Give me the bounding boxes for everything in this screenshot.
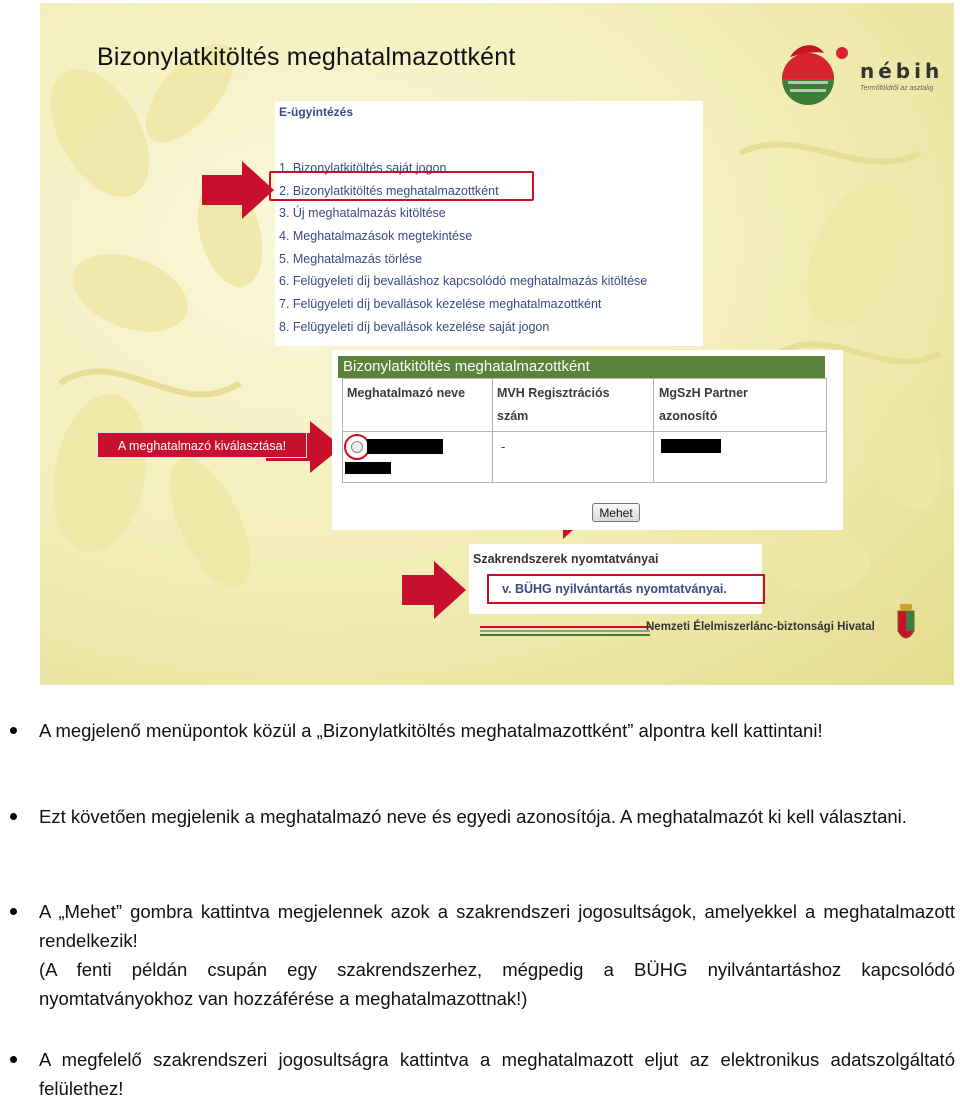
- redacted-name: [345, 462, 391, 474]
- nebih-emblem-icon: [768, 37, 858, 117]
- highlight-box: [487, 574, 765, 604]
- bullet-icon: [10, 813, 17, 820]
- menu-item-uj-meghatalmazas[interactable]: 3. Új meghatalmazás kitöltése: [279, 206, 446, 221]
- col-header-mvh: MVH Regisztrációs: [497, 386, 610, 400]
- bullet-icon: [10, 1056, 17, 1063]
- e-ugyintezes-heading: E-ügyintézés: [279, 105, 354, 119]
- redacted-name: [367, 439, 443, 454]
- footer-agency-name: Nemzeti Élelmiszerlánc-biztonsági Hivatal: [646, 621, 875, 633]
- table-divider: [343, 431, 826, 432]
- footer-lines-decoration: [480, 623, 670, 637]
- logo-tagline: Termőföldtől az asztalig: [860, 85, 934, 92]
- coat-of-arms-icon: [892, 601, 920, 649]
- szakrendszerek-panel: [469, 544, 762, 614]
- szakrendszerek-heading: Szakrendszerek nyomtatványai: [473, 552, 659, 566]
- instruction-item: Ezt követően megjelenik a meghatalmazó neve és egyedi azonosítója. A meghatalmazót ki kell választani.: [39, 806, 907, 827]
- slide: [40, 3, 954, 685]
- form-title: Bizonylatkitöltés meghatalmazottként: [338, 356, 825, 378]
- highlight-box: [269, 171, 534, 201]
- grantor-table: [342, 378, 827, 483]
- menu-item-felugyeleti-dij-sajat-jogon[interactable]: 8. Felügyeleti díj bevallások kezelése saját jogon: [279, 319, 550, 334]
- col-header-mvh-line2: szám: [497, 409, 529, 423]
- arrow-right-icon: [202, 161, 274, 219]
- callout-select-grantor: A meghatalmazó kiválasztása!: [97, 432, 307, 458]
- mvh-value: -: [501, 439, 506, 454]
- instruction-item: A megfelelő szakrendszeri jogosultságra kattintva a meghatalmazott eljut az elektronikus adatszolgáltató felülethez!: [39, 1049, 955, 1099]
- menu-item-meghatalmazottkent[interactable]: 2. Bizonylatkitöltés meghatalmazottként: [279, 183, 499, 198]
- instruction-note: (A fenti példán csupán egy szakrendszerhez, mégpedig a BÜHG nyilvántartáshoz kapcsolódó nyomtatványokhoz van hozzáférése a meghatalmazottnak!): [39, 959, 955, 1009]
- e-ugyintezes-panel: [275, 101, 703, 346]
- nebih-logo: [768, 37, 948, 117]
- menu-item-meghatalmazas-torlese[interactable]: 5. Meghatalmazás törlése: [279, 251, 423, 266]
- meghatalmazott-form-panel: [332, 350, 843, 530]
- menu-item-sajat-jogon[interactable]: 1. Bizonylatkitöltés saját jogon: [279, 161, 447, 175]
- slide-title: Bizonylatkitöltés meghatalmazottként: [97, 43, 516, 71]
- col-header-mgszh-line2: azonosító: [659, 409, 718, 423]
- mehet-button[interactable]: Mehet: [592, 503, 640, 522]
- menu-item-felugyeleti-dij-meghatalmazottkent[interactable]: 7. Felügyeleti díj bevallások kezelése meghatalmazottként: [279, 297, 602, 312]
- menu-item-felugyeleti-dij-meghatalmazas[interactable]: 6. Felügyeleti díj bevalláshoz kapcsolódó meghatalmazás kitöltése: [279, 274, 648, 289]
- bullet-icon: [10, 727, 17, 734]
- buhg-link[interactable]: v. BÜHG nyilvántartás nyomtatványai.: [502, 582, 727, 596]
- redacted-partner-id: [661, 439, 721, 453]
- instruction-item: A megjelenő menüpontok közül a „Bizonylatkitöltés meghatalmazottként” alpontra kell kattintani!: [39, 720, 823, 741]
- col-header-mgszh: MgSzH Partner: [659, 386, 748, 400]
- logo-wordmark: nébih: [860, 59, 944, 83]
- menu-item-meghatalmazasok-megtekintese[interactable]: 4. Meghatalmazások megtekintése: [279, 229, 473, 244]
- bullet-icon: [10, 908, 17, 915]
- arrow-right-icon: [402, 561, 466, 619]
- instruction-item: A „Mehet” gombra kattintva megjelennek azok a szakrendszeri jogosultságok, amelyekkel a meghatalmazott rendelkezik!: [39, 901, 955, 951]
- col-header-meghatalmazo-neve: Meghatalmazó neve: [347, 386, 466, 400]
